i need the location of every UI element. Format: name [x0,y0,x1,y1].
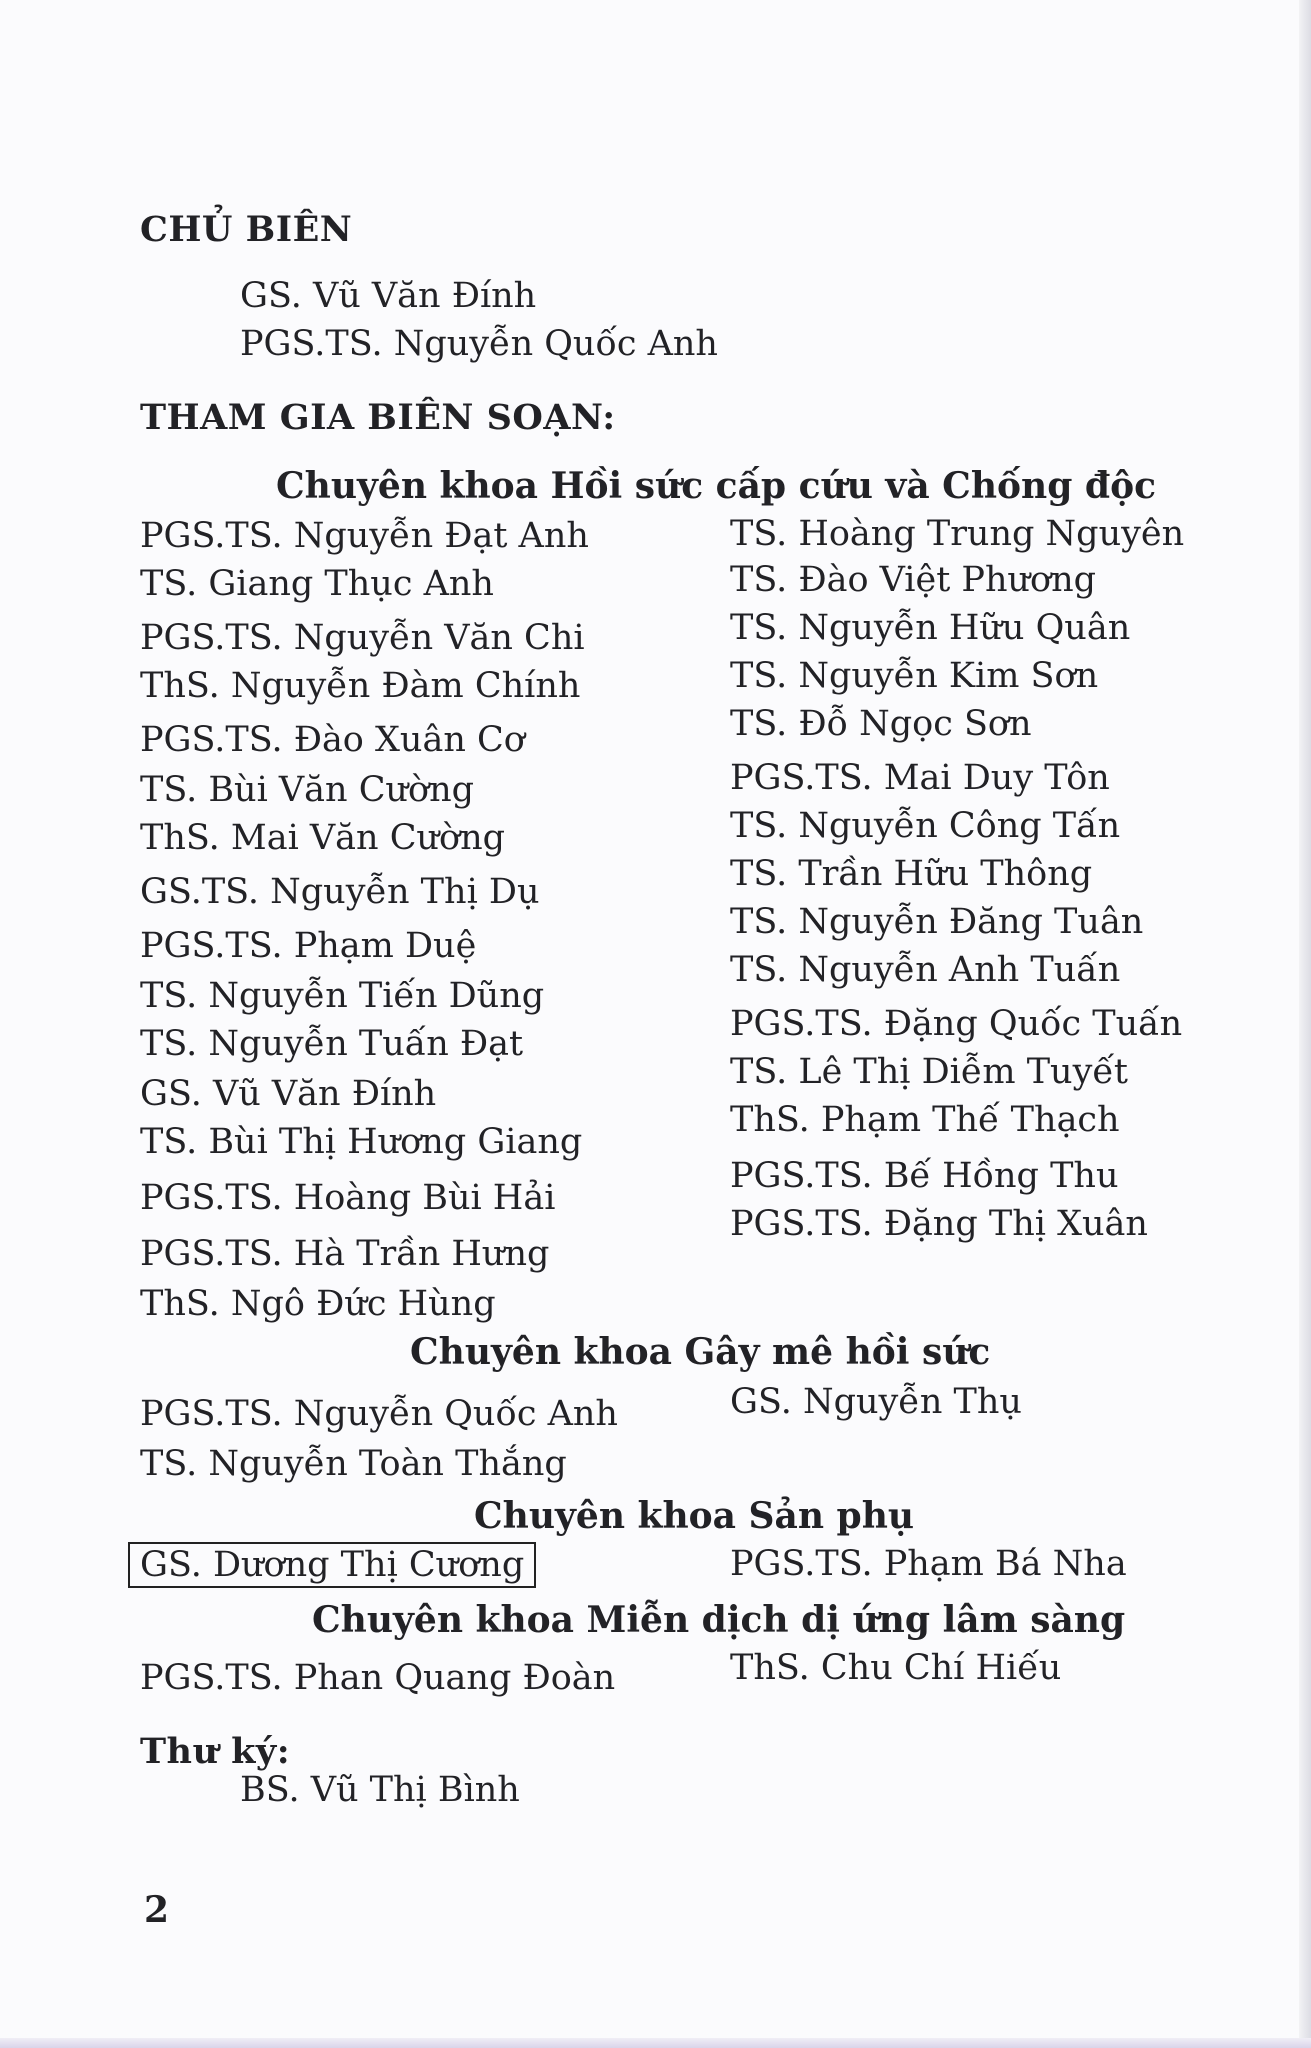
contributor-name: PGS.TS. Phạm Bá Nha [730,1544,1127,1584]
section-title: Chuyên khoa Gây mê hồi sức [410,1331,991,1373]
chief-editor-name: GS. Vũ Văn Đính [240,276,537,316]
contributor-name: TS. Nguyễn Kim Sơn [730,656,1099,696]
contributor-name: TS. Bùi Thị Hương Giang [140,1122,583,1162]
contributor-name: PGS.TS. Nguyễn Đạt Anh [140,516,589,556]
contributor-name: TS. Hoàng Trung Nguyên [730,514,1185,554]
contributor-name: PGS.TS. Phạm Duệ [140,926,477,966]
page-edge-shadow [1299,0,1311,2048]
contributor-name: TS. Nguyễn Anh Tuấn [730,950,1121,990]
contributor-name: PGS.TS. Mai Duy Tôn [730,758,1110,798]
contributor-name: PGS.TS. Hoàng Bùi Hải [140,1178,556,1218]
contributor-name: ThS. Chu Chí Hiếu [730,1648,1062,1688]
contributor-name: TS. Nguyễn Tuấn Đạt [140,1024,524,1064]
section-title: Chuyên khoa Miễn dịch dị ứng lâm sàng [312,1599,1126,1641]
contributor-name: ThS. Ngô Đức Hùng [140,1284,496,1324]
contributor-name: PGS.TS. Đào Xuân Cơ [140,720,525,760]
section-title: Chuyên khoa Hồi sức cấp cứu và Chống độc [276,465,1156,507]
secretary-heading: Thư ký: [140,1731,291,1772]
contributor-name: TS. Nguyễn Đăng Tuân [730,902,1144,942]
contributor-name: GS. Nguyễn Thụ [730,1382,1022,1422]
contributor-name: GS. Vũ Văn Đính [140,1074,437,1114]
contributor-name: PGS.TS. Đặng Thị Xuân [730,1204,1148,1244]
contributor-name: TS. Nguyễn Công Tấn [730,806,1121,846]
secretary-name: BS. Vũ Thị Bình [240,1770,520,1810]
contributor-name: PGS.TS. Hà Trần Hưng [140,1234,550,1274]
contributor-name: TS. Đào Việt Phương [730,560,1097,600]
chief-editor-heading: CHỦ BIÊN [140,209,353,250]
contributor-name: TS. Bùi Văn Cường [140,770,475,810]
contributor-name: PGS.TS. Đặng Quốc Tuấn [730,1004,1183,1044]
chief-editor-name: PGS.TS. Nguyễn Quốc Anh [240,324,718,364]
contributor-name: TS. Đỗ Ngọc Sơn [730,704,1032,744]
contributor-name: TS. Giang Thục Anh [140,564,494,604]
contributor-name: TS. Lê Thị Diễm Tuyết [730,1052,1128,1092]
contributor-name: TS. Nguyễn Tiến Dũng [140,976,545,1016]
contributor-name: TS. Trần Hữu Thông [730,854,1093,894]
contributor-name: ThS. Phạm Thế Thạch [730,1100,1120,1140]
contributor-name: ThS. Nguyễn Đàm Chính [140,666,581,706]
contributor-name: PGS.TS. Phan Quang Đoàn [140,1658,616,1698]
contributor-name: TS. Nguyễn Hữu Quân [730,608,1131,648]
scan-bottom-band [0,2038,1311,2048]
contributor-name: TS. Nguyễn Toàn Thắng [140,1444,567,1484]
contributor-name: GS.TS. Nguyễn Thị Dụ [140,872,540,912]
contributor-name: PGS.TS. Bế Hồng Thu [730,1156,1119,1196]
boxed-contributor-name: GS. Dương Thị Cương [128,1542,536,1588]
contributor-name: ThS. Mai Văn Cường [140,818,506,858]
page-number: 2 [144,1889,170,1931]
contributor-name: PGS.TS. Nguyễn Văn Chi [140,618,585,658]
contributor-name: PGS.TS. Nguyễn Quốc Anh [140,1394,618,1434]
section-title: Chuyên khoa Sản phụ [474,1495,915,1537]
contributors-heading: THAM GIA BIÊN SOẠN: [140,397,616,438]
